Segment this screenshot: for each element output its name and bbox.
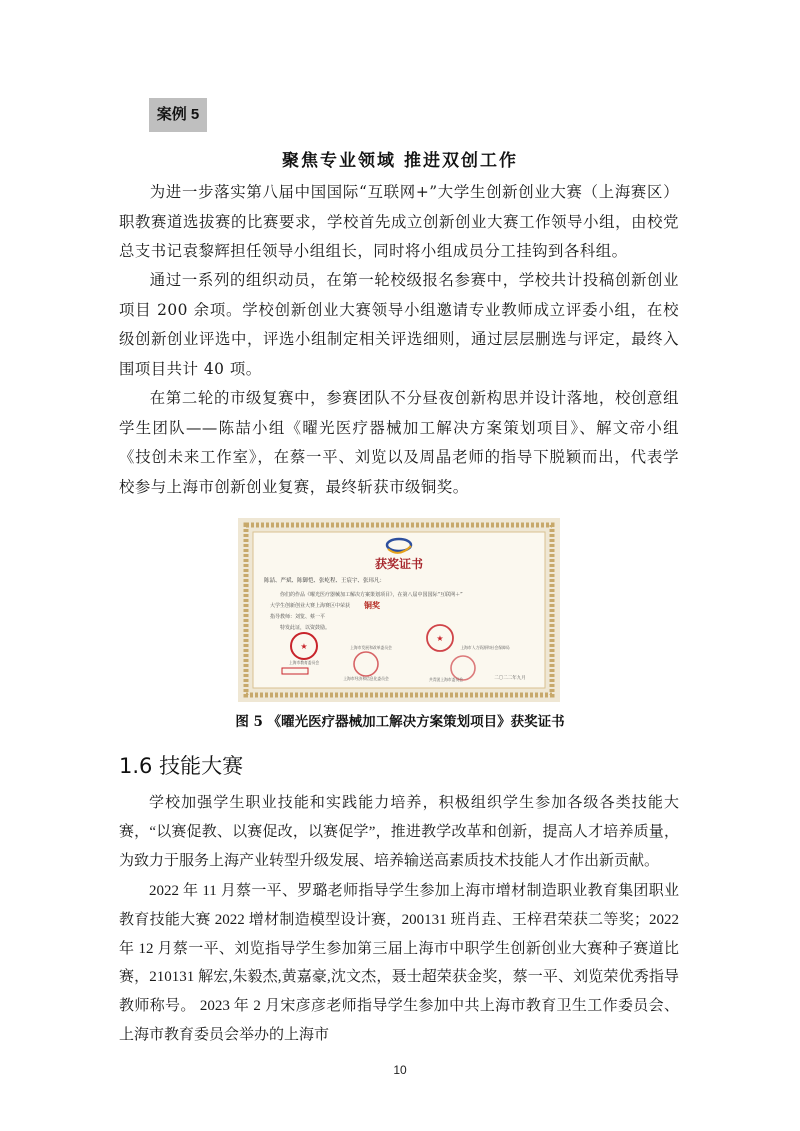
seal-5-text: 共青团上海市委员会 xyxy=(428,677,464,682)
seal-3-text: 上海市人力资源和社会保障局 xyxy=(460,645,510,650)
case-label: 案例 5 xyxy=(149,98,207,132)
seal-2-text: 上海市发展和改革委员会 xyxy=(350,645,392,650)
certificate-body-line2: 大学生创新创业大赛上海赛区中荣获 xyxy=(270,603,351,609)
case-title: 聚焦专业领域 推进双创工作 xyxy=(282,151,518,171)
certificate-advisor: 指导教师：刘览、蔡一平 xyxy=(270,614,326,620)
figure-caption: 图 5 《曜光医疗器械加工解决方案策划项目》获奖证书 xyxy=(235,714,565,730)
svg-text:★: ★ xyxy=(436,634,444,643)
certificate-award: 铜奖 xyxy=(364,601,380,610)
certificate-note: 特发此证，以资鼓励。 xyxy=(280,625,331,631)
page-number: 10 xyxy=(393,1063,407,1077)
paragraph-intro: 为进一步落实第八届中国国际“互联网+”大学生创新创业大赛（上海赛区）职教赛道选拔赛的比赛要求，学校首先成立创新创业大赛工作领导小组，由校党总支书记袁黎辉担任领导小组组长，同时将小组成员分工挂钩到各科组。 xyxy=(119,183,679,261)
paragraph-skills-intro: 学校加强学生职业技能和实践能力培养，积极组织学生参加各级各类技能大赛，“以赛促教、以赛促改，以赛促学”，推进教学改革和创新，提高人才培养质量，为致力于服务上海产业转型升级发展、培养输送高素质技术技能人才作出新贡献。 xyxy=(119,795,679,869)
certificate-title: 获奖证书 xyxy=(374,557,424,571)
certificate-names: 陈喆、严斌、陈御恺、张屹程、王宸宇、张玮凡： xyxy=(264,578,386,584)
certificate-date: 二〇二二年九月 xyxy=(494,676,526,681)
seal-4-text: 上海市经济和信息化委员会 xyxy=(343,676,389,681)
paragraph-skills-awards: 2022 年 11 月蔡一平、罗璐老师指导学生参加上海市增材制造职业教育集团职业教育技能大赛 2022 增材制造模型设计赛，200131 班肖垚、王梓君荣获二等奖；2022 年 12 月蔡一平、刘览指导学生参加第三届上海市中职学生创新创业大赛种子赛道比赛，210131 解宏,朱毅杰,黄嘉豪,沈文杰，聂士超荣获金奖，蔡一平、刘览荣优秀指导教师称号。 2023 年 2 月宋彦彦老师指导学生参加中共上海市教育卫生工作委员会、上海市教育委员会举办的上海市 xyxy=(119,883,679,1043)
seal-1-text: 上海市教育委员会 xyxy=(288,660,320,665)
certificate-image xyxy=(238,518,560,702)
section-heading: 1.6 技能大赛 xyxy=(119,754,244,778)
paragraph-round-two: 在第二轮的市级复赛中，参赛团队不分昼夜创新构思并设计落地，校创意组学生团队——陈喆小组《曜光医疗器械加工解决方案策划项目》、解文帝小组《技创未来工作室》，在蔡一平、刘览以及周晶老师的指导下脱颖而出，代表学校参与上海市创新创业复赛，最终斩获市级铜奖。 xyxy=(119,389,679,496)
paragraph-round-one: 通过一系列的组织动员，在第一轮校级报名参赛中，学校共计投稿创新创业项目 200 余项。学校创新创业大赛领导小组邀请专业教师成立评委小组，在校级创新创业评选中，评选小组制定相关评选细则，通过层层删选与评定，最终入围项目共计 40 项。 xyxy=(119,271,679,378)
certificate-body-line1: 你们的作品《曜光医疗器械加工解决方案策划项目》，在第八届中国国际“互联网＋” xyxy=(280,592,463,598)
svg-text:★: ★ xyxy=(300,642,308,651)
